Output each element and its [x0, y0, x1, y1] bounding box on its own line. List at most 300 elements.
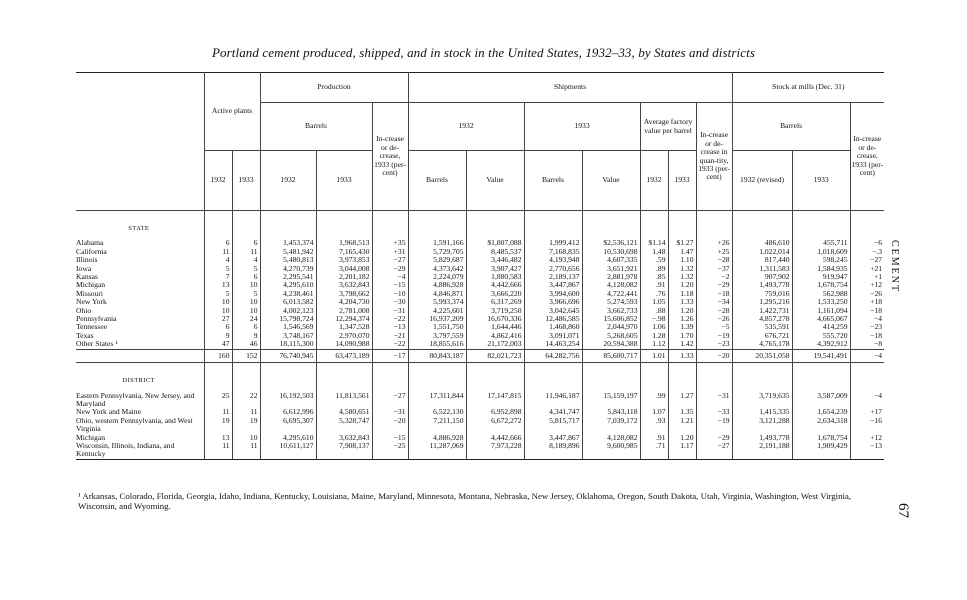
table-cell: 1,678,754: [792, 434, 850, 442]
row-label: Texas: [76, 330, 94, 340]
table-row: [76, 265, 884, 273]
row-label: New York: [76, 297, 107, 307]
table-cell: −31: [372, 408, 408, 416]
table-cell: 1.27: [668, 392, 696, 409]
table-cell: 10,611,127: [260, 442, 316, 459]
table-cell: .99: [640, 392, 668, 409]
table-cell: −27: [372, 392, 408, 409]
table-cell: 4,373,642: [408, 265, 466, 273]
table-cell: 10: [232, 281, 260, 289]
row-label: Kansas: [76, 272, 98, 282]
table-cell: −27: [696, 442, 732, 459]
table-cell: 24: [232, 315, 260, 323]
table-cell: −28: [696, 307, 732, 315]
table-cell: 11,287,069: [408, 442, 466, 459]
table-cell: 10: [204, 307, 232, 315]
header-production-change: In-crease or de-crease, 1933 (per-cent): [372, 103, 408, 211]
table-cell: 14,090,988: [316, 340, 372, 349]
table-cell: 3,748,167: [260, 332, 316, 340]
table-row: [76, 281, 884, 289]
section-label-district: DISTRICT: [122, 377, 155, 385]
table-cell: 4,238,461: [260, 290, 316, 298]
table-cell: 11: [204, 408, 232, 416]
table-cell: 3,719,635: [732, 392, 792, 409]
table-cell: .85: [640, 273, 668, 281]
header-stock-change: In-crease or de-crease, 1933 (per-cent): [850, 103, 884, 211]
table-cell: −27: [372, 256, 408, 264]
table-row: [76, 442, 884, 459]
table-cell: 6: [204, 323, 232, 331]
table-cell: 5: [232, 265, 260, 273]
table-cell: 5,729,705: [408, 248, 466, 256]
table-cell: .88: [640, 307, 668, 315]
table-cell: 5: [204, 290, 232, 298]
table-cell: 1.35: [668, 408, 696, 416]
table-cell: 2,191,188: [732, 442, 792, 459]
table-cell: 15,606,852: [582, 315, 640, 323]
table-cell: 1,654,239: [792, 408, 850, 416]
table-cell: −29: [696, 434, 732, 442]
table-cell: 47: [204, 340, 232, 349]
table-cell: 16,937,209: [408, 315, 466, 323]
table-cell: 1.01: [640, 349, 668, 362]
table-cell: 907,902: [732, 273, 792, 281]
row-label: Ohio, western Pennsylvania, and West Virginia: [76, 415, 193, 434]
table-cell: −31: [696, 392, 732, 409]
table-row: [76, 315, 884, 323]
table-cell: 7,039,172: [582, 417, 640, 434]
table-cell: −4: [850, 392, 884, 409]
table-cell: 10: [204, 298, 232, 306]
table-cell: 1.12: [640, 340, 668, 349]
table-cell: 5,815,717: [524, 417, 582, 434]
table-cell: −5: [696, 323, 732, 331]
table-cell: 9,600,985: [582, 442, 640, 459]
table-cell: −28: [696, 256, 732, 264]
table-header: [76, 73, 884, 211]
row-label: Alabama: [76, 238, 104, 248]
table-cell: 919,947: [792, 273, 850, 281]
table-cell: 1.32: [668, 265, 696, 273]
table-cell: −23: [696, 340, 732, 349]
header-shipments-change: In-crease or de-crease in quan-tity, 1933 (per-cent): [696, 103, 732, 211]
table-cell: 18,855,616: [408, 340, 466, 349]
table-cell: 1.05: [640, 298, 668, 306]
table-row: [76, 248, 884, 256]
table-cell: 14,463,254: [524, 340, 582, 349]
table-cell: 6,317,269: [466, 298, 524, 306]
table-cell: 12,486,585: [524, 315, 582, 323]
header-plants-1932: 1932: [204, 151, 232, 211]
table-cell: 4,002,123: [260, 307, 316, 315]
table-cell: −.98: [640, 315, 668, 323]
table-cell: .93: [640, 417, 668, 434]
table-cell: 3,973,853: [316, 256, 372, 264]
table-cell: 3,662,733: [582, 307, 640, 315]
table-cell: −21: [372, 332, 408, 340]
table-cell: −20: [696, 349, 732, 362]
table-cell: 17,147,815: [466, 392, 524, 409]
table-cell: 19: [232, 417, 260, 434]
table-cell: −27: [850, 256, 884, 264]
table-cell: .59: [640, 256, 668, 264]
table-cell: −4: [372, 273, 408, 281]
table-cell: 13: [204, 281, 232, 289]
table-cell: 2,295,541: [260, 273, 316, 281]
table-cell: −15: [372, 434, 408, 442]
table-cell: −33: [696, 408, 732, 416]
header-prod-1932: 1932: [260, 151, 316, 211]
table-cell: 5,268,605: [582, 332, 640, 340]
district-section: [76, 363, 884, 460]
table-cell: 676,721: [732, 332, 792, 340]
table-cell: −23: [850, 323, 884, 331]
table-cell: −29: [696, 281, 732, 289]
table-cell: 3,121,288: [732, 417, 792, 434]
table-cell: 2,224,079: [408, 273, 466, 281]
table-cell: 6: [204, 239, 232, 247]
table-cell: 3,632,843: [316, 281, 372, 289]
table-cell: 1,161,094: [792, 307, 850, 315]
table-cell: 4,722,441: [582, 290, 640, 298]
table-cell: −13: [850, 442, 884, 459]
table-cell: 562,988: [792, 290, 850, 298]
table-cell: 7,973,228: [466, 442, 524, 459]
header-stock: Stock at mills (Dec. 31): [732, 73, 884, 103]
row-label: Iowa: [76, 263, 92, 273]
table-cell: 11: [204, 442, 232, 459]
table-cell: 4,886,928: [408, 281, 466, 289]
cement-table: [76, 72, 884, 460]
table-cell: 20,594,388: [582, 340, 640, 349]
table-cell: 2,634,318: [792, 417, 850, 434]
table-cell: −31: [372, 307, 408, 315]
table-cell: −34: [696, 298, 732, 306]
table-cell: 18,115,300: [260, 340, 316, 349]
table-cell: 5,328,747: [316, 417, 372, 434]
table-cell: 2,970,070: [316, 332, 372, 340]
table-cell: 4,341,747: [524, 408, 582, 416]
table-cell: 6,013,582: [260, 298, 316, 306]
table-cell: 1,493,778: [732, 281, 792, 289]
table-cell: 7,908,137: [316, 442, 372, 459]
table-cell: 2,201,182: [316, 273, 372, 281]
table-cell: −37: [696, 265, 732, 273]
table-cell: 5,480,813: [260, 256, 316, 264]
table-cell: −4: [850, 315, 884, 323]
table-cell: 1,422,731: [732, 307, 792, 315]
table-cell: 7,211,150: [408, 417, 466, 434]
table-cell: 1,311,583: [732, 265, 792, 273]
header-ship32-barrels: Barrels: [408, 151, 466, 211]
table-cell: 11: [232, 248, 260, 256]
table-cell: 555,720: [792, 332, 850, 340]
table-cell: 10: [232, 307, 260, 315]
table-cell: 2,770,656: [524, 265, 582, 273]
row-label: New York and Maine: [76, 407, 141, 417]
table-row: [76, 349, 884, 362]
table-cell: −22: [372, 340, 408, 349]
table-cell: +35: [372, 239, 408, 247]
table-cell: 80,843,187: [408, 349, 466, 362]
table-cell: 4,886,928: [408, 434, 466, 442]
table-cell: 535,591: [732, 323, 792, 331]
table-cell: 10: [232, 298, 260, 306]
table-cell: 1.33: [668, 298, 696, 306]
row-label: Wisconsin, Illinois, Indiana, and Kentucky: [76, 442, 204, 459]
table-cell: 1.10: [668, 256, 696, 264]
header-stock-1933: 1933: [792, 151, 850, 211]
table-cell: −22: [372, 315, 408, 323]
table-cell: 3,666,220: [466, 290, 524, 298]
table-cell: 8,189,896: [524, 442, 582, 459]
table-cell: 152: [232, 349, 260, 362]
table-cell: −18: [850, 307, 884, 315]
header-plants-1933: 1933: [232, 151, 260, 211]
table-cell: 5,993,374: [408, 298, 466, 306]
row-label: California: [76, 246, 107, 256]
table-cell: 1.28: [640, 332, 668, 340]
table-cell: 13: [204, 434, 232, 442]
table-cell: $1.14: [640, 239, 668, 247]
table-cell: 6,612,996: [260, 408, 316, 416]
table-cell: 3,797,559: [408, 332, 466, 340]
table-cell: 20,351,058: [732, 349, 792, 362]
table-cell: 25: [204, 392, 232, 409]
table-cell: 1,347,528: [316, 323, 372, 331]
table-cell: 11: [204, 248, 232, 256]
table-cell: 1,591,166: [408, 239, 466, 247]
table-cell: 2,189,137: [524, 273, 582, 281]
table-cell: +12: [850, 434, 884, 442]
table-cell: 1.17: [668, 442, 696, 459]
table-cell: +18: [850, 298, 884, 306]
table-cell: 11,946,187: [524, 392, 582, 409]
table-cell: −6: [850, 239, 884, 247]
row-label: Pennsylvania: [76, 314, 117, 324]
table-cell: 4,204,730: [316, 298, 372, 306]
table-cell: 1,880,583: [466, 273, 524, 281]
table-cell: 4: [232, 256, 260, 264]
table-cell: 4,580,651: [316, 408, 372, 416]
table-cell: 4,128,082: [582, 434, 640, 442]
running-head: CEMENT: [889, 240, 900, 294]
table-cell: 2,881,978: [582, 273, 640, 281]
table-cell: .71: [640, 442, 668, 459]
table-cell: 3,651,921: [582, 265, 640, 273]
table-cell: 2,044,970: [582, 323, 640, 331]
row-label: Illinois: [76, 255, 98, 265]
row-label: [76, 349, 204, 362]
table-cell: 1,644,446: [466, 323, 524, 331]
table-cell: −19: [696, 417, 732, 434]
table-cell: 15,159,197: [582, 392, 640, 409]
table-cell: 3,446,482: [466, 256, 524, 264]
header-shipments-1932: 1932: [408, 103, 524, 151]
table-cell: −4: [850, 349, 884, 362]
table-cell: 3,447,867: [524, 281, 582, 289]
table-cell: +25: [696, 248, 732, 256]
table-cell: $1,807,088: [466, 239, 524, 247]
table-cell: 4,295,610: [260, 434, 316, 442]
table-cell: 15,798,724: [260, 315, 316, 323]
table-cell: 4,193,948: [524, 256, 582, 264]
table-cell: +12: [850, 281, 884, 289]
table-cell: 6,952,898: [466, 408, 524, 416]
table-cell: 3,966,696: [524, 298, 582, 306]
table-title: Portland cement produced, shipped, and in stock in the United States, 1932–33, by States and districts: [211, 45, 755, 60]
table-cell: 22: [232, 392, 260, 409]
table-cell: 4,442,666: [466, 434, 524, 442]
table-cell: 4: [204, 256, 232, 264]
table-cell: −17: [372, 349, 408, 362]
header-ship33-barrels: Barrels: [524, 151, 582, 211]
table-cell: 5,829,687: [408, 256, 466, 264]
table-cell: 9: [232, 332, 260, 340]
table-cell: +1: [850, 273, 884, 281]
table-cell: 1.33: [668, 349, 696, 362]
section-label-state: STATE: [128, 225, 150, 232]
table-cell: −29: [372, 265, 408, 273]
table-cell: −18: [696, 290, 732, 298]
table-cell: −30: [372, 298, 408, 306]
table-cell: 5,274,593: [582, 298, 640, 306]
table-cell: 1.20: [668, 434, 696, 442]
table-cell: 7: [204, 273, 232, 281]
table-cell: 1,584,935: [792, 265, 850, 273]
table-cell: −18: [850, 332, 884, 340]
table-cell: 10: [232, 434, 260, 442]
table-cell: 4,862,416: [466, 332, 524, 340]
table-cell: 76,740,945: [260, 349, 316, 362]
table-cell: 63,473,189: [316, 349, 372, 362]
table-cell: 64,282,756: [524, 349, 582, 362]
table-cell: .89: [640, 265, 668, 273]
table-cell: +17: [850, 408, 884, 416]
header-prod-1933: 1933: [316, 151, 372, 211]
table-cell: 19,541,491: [792, 349, 850, 362]
table-row: [76, 417, 884, 434]
table-cell: 4,857,278: [732, 315, 792, 323]
footnote: ¹ Arkansas, Colorado, Florida, Georgia, Idaho, Indiana, Kentucky, Louisiana, Maine, Maryland, Minnesota, Montana, Nebraska, New Jersey, Oklahoma, Oregon, South Dakota, Utah, Virginia, Washington, West Virginia, Wisconsin, and Wyoming.: [78, 491, 852, 511]
table-cell: −2: [696, 273, 732, 281]
table-cell: −.3: [850, 248, 884, 256]
table-cell: 5,843,118: [582, 408, 640, 416]
header-ship32-value: Value: [466, 151, 524, 211]
table-cell: 21,172,003: [466, 340, 524, 349]
table-cell: 3,587,009: [792, 392, 850, 409]
table-cell: 1.42: [668, 340, 696, 349]
table-cell: +31: [372, 248, 408, 256]
table-cell: 4,607,335: [582, 256, 640, 264]
table-cell: −10: [372, 290, 408, 298]
table-cell: −26: [850, 290, 884, 298]
table-cell: 1.26: [668, 315, 696, 323]
header-active-plants: Active plants: [204, 73, 260, 151]
table-cell: 12,294,374: [316, 315, 372, 323]
table-cell: −20: [372, 417, 408, 434]
table-cell: 1,533,250: [792, 298, 850, 306]
row-label: Michigan: [76, 432, 106, 442]
table-cell: 16,192,503: [260, 392, 316, 409]
table-cell: 82,021,723: [466, 349, 524, 362]
table-cell: 5: [232, 290, 260, 298]
table-cell: 9: [204, 332, 232, 340]
table-cell: 3,907,427: [466, 265, 524, 273]
row-label: Michigan: [76, 280, 106, 290]
table-cell: 6: [232, 273, 260, 281]
table-cell: 3,091,071: [524, 332, 582, 340]
table-cell: 1.32: [668, 273, 696, 281]
table-cell: 11: [232, 442, 260, 459]
table-cell: 1,295,216: [732, 298, 792, 306]
table-cell: 759,016: [732, 290, 792, 298]
table-cell: 5: [204, 265, 232, 273]
table-cell: 455,711: [792, 239, 850, 247]
table-cell: 6,672,272: [466, 417, 524, 434]
table-cell: 3,994,600: [524, 290, 582, 298]
table-row: [76, 340, 884, 349]
table-cell: 3,719,250: [466, 307, 524, 315]
row-label: Ohio: [76, 305, 92, 315]
table-cell: 1.20: [668, 281, 696, 289]
table-cell: 1,546,569: [260, 323, 316, 331]
table-cell: 1.70: [668, 332, 696, 340]
header-stock-barrels: Barrels: [732, 103, 850, 151]
table-cell: 46: [232, 340, 260, 349]
table-cell: 5,481,942: [260, 248, 316, 256]
table-cell: 1,909,429: [792, 442, 850, 459]
table-cell: 2,781,008: [316, 307, 372, 315]
table-cell: −8: [850, 340, 884, 349]
table-cell: −13: [372, 323, 408, 331]
header-blank: [76, 73, 204, 211]
table-cell: 1,018,609: [792, 248, 850, 256]
table-cell: 4,270,739: [260, 265, 316, 273]
table-cell: 3,042,645: [524, 307, 582, 315]
table-cell: +26: [696, 239, 732, 247]
table-cell: 1,678,754: [792, 281, 850, 289]
table-cell: 486,610: [732, 239, 792, 247]
table-cell: 7,165,430: [316, 248, 372, 256]
table-cell: 11: [232, 408, 260, 416]
table-cell: 1.20: [668, 307, 696, 315]
header-ship33-value: Value: [582, 151, 640, 211]
table-cell: 1,493,778: [732, 434, 792, 442]
table-cell: 817,440: [732, 256, 792, 264]
header-shipments-1933: 1933: [524, 103, 640, 151]
table-cell: +21: [850, 265, 884, 273]
table-cell: 3,447,867: [524, 434, 582, 442]
table-row: [76, 323, 884, 331]
table-cell: 4,225,601: [408, 307, 466, 315]
table-cell: 3,632,843: [316, 434, 372, 442]
table-cell: 1,415,335: [732, 408, 792, 416]
table-cell: 598,245: [792, 256, 850, 264]
table-cell: 10,530,698: [582, 248, 640, 256]
header-avg-value: Average factory value per barrel: [640, 103, 696, 151]
header-avg-1933: 1933: [668, 151, 696, 211]
table-cell: 6,522,130: [408, 408, 466, 416]
table-cell: 17,311,844: [408, 392, 466, 409]
table-cell: 414,259: [792, 323, 850, 331]
table-cell: $2,536,121: [582, 239, 640, 247]
table-cell: 3,798,662: [316, 290, 372, 298]
table-cell: 16,670,336: [466, 315, 524, 323]
table-cell: 6: [232, 239, 260, 247]
table-cell: $1.27: [668, 239, 696, 247]
table-cell: 4,846,871: [408, 290, 466, 298]
